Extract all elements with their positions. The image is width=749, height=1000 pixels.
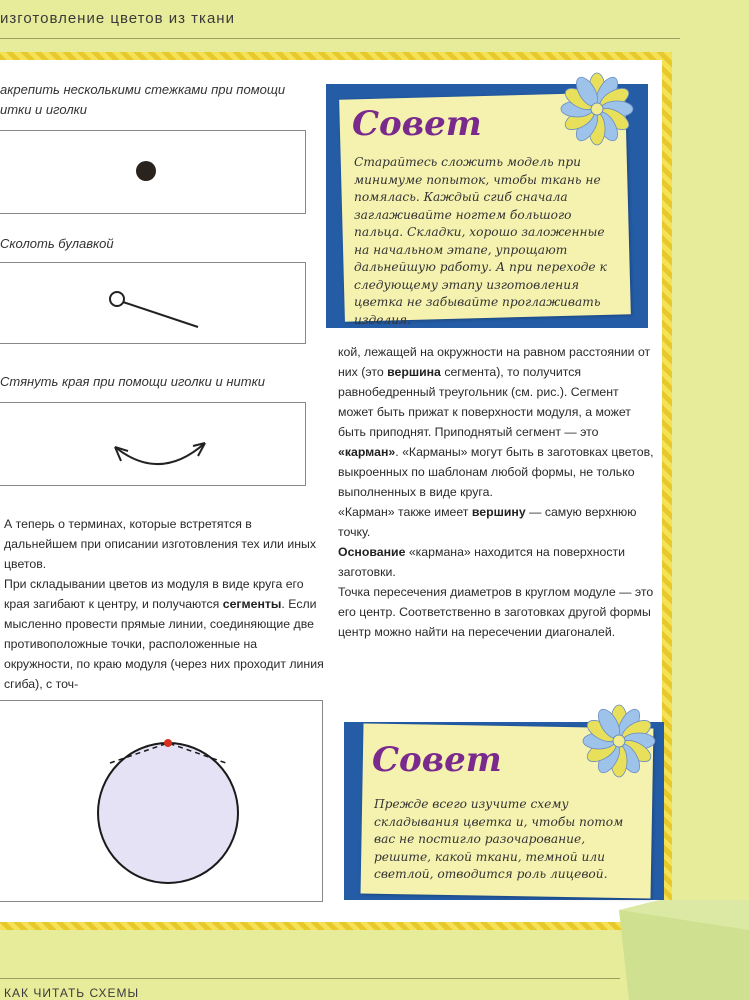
center-paragraph: Точка пересечения диаметров в круглом модуле — это его центр. Соответственно в заготовках другой формы центр можно найти на пересечении диагоналей.	[338, 585, 654, 639]
pin-icon	[110, 292, 198, 327]
segment-vertex-dot	[164, 739, 172, 747]
fabric-flower-icon	[560, 72, 634, 146]
stitch-dot	[136, 161, 156, 181]
fabric-flower-icon	[582, 704, 656, 778]
step-1-figure	[0, 130, 306, 214]
pocket-vertex-paragraph: «Карман» также имеет вершину — самую верхнюю точку.	[338, 505, 637, 539]
module-circle	[98, 743, 238, 883]
tip-1-title: Совет	[352, 104, 482, 144]
step-3-label: Стянуть края при помощи иголки и нитки	[0, 374, 265, 389]
vertex-paragraph: кой, лежащей на окружности на равном расстоянии от них (это вершина сегмента), то получится равнобедренный треугольник (см. рис.). Сегмент может быть прижат к поверхности модуля, а может быть приподнят. Приподнятый сегмент — это «карман». «Карманы» могут быть в заготовках цветов, выкроенных по шаблонам любой формы, не только выполненных в виде круга.	[338, 345, 654, 499]
header-rule	[0, 38, 680, 39]
tip-2-text: Прежде всего изучите схему складывания цветка и, чтобы потом вас не постигло разочарование, решите, какой ткани, темной или светлой, отводится роль лицевой.	[374, 797, 624, 881]
pocket-base-paragraph: Основание «кармана» находится на поверхности заготовки.	[338, 545, 626, 579]
step-1-label: акрепить несколькими стежками при помощи итки и иголки	[0, 82, 286, 117]
tip-1-text: Старайтесь сложить модель при минимуме попыток, чтобы ткань не помялась. Каждый сгиб сначала заглаживайте ногтем большого пальца. Складки, хорошо заложенные на начальном этапе, упрощают дальнейшую работу. А при переходе к следующему этапу изготовления цветка не забывайте проглаживать изделия.	[354, 155, 607, 327]
running-footer: КАК ЧИТАТЬ СХЕМЫ	[4, 986, 140, 1000]
running-header: изготовление цветов из ткани	[0, 10, 235, 27]
segment-paragraph: При складывании цветов из модуля в виде круга его края загибают к центру, и получаются сегменты. Если мысленно провести прямые линии, соединяющие две противоположные точки, расположенные на окружности, по краю модуля (через них проходит линия сгиба), с точ-	[4, 577, 324, 691]
curved-arrow-icon	[115, 443, 205, 464]
right-column	[338, 342, 654, 642]
terms-intro: А теперь о терминах, которые встретятся в дальнейшем при описании изготовления тех или иных цветов.	[4, 517, 316, 571]
step-2-label: Сколоть булавкой	[0, 236, 114, 251]
tip-2-title: Совет	[372, 740, 502, 780]
page-corner-fold	[619, 900, 749, 1000]
footer-rule	[0, 978, 620, 979]
segment-diagram	[0, 700, 323, 902]
step-2-figure	[0, 262, 306, 344]
left-column	[4, 514, 326, 694]
step-3-figure	[0, 402, 306, 486]
